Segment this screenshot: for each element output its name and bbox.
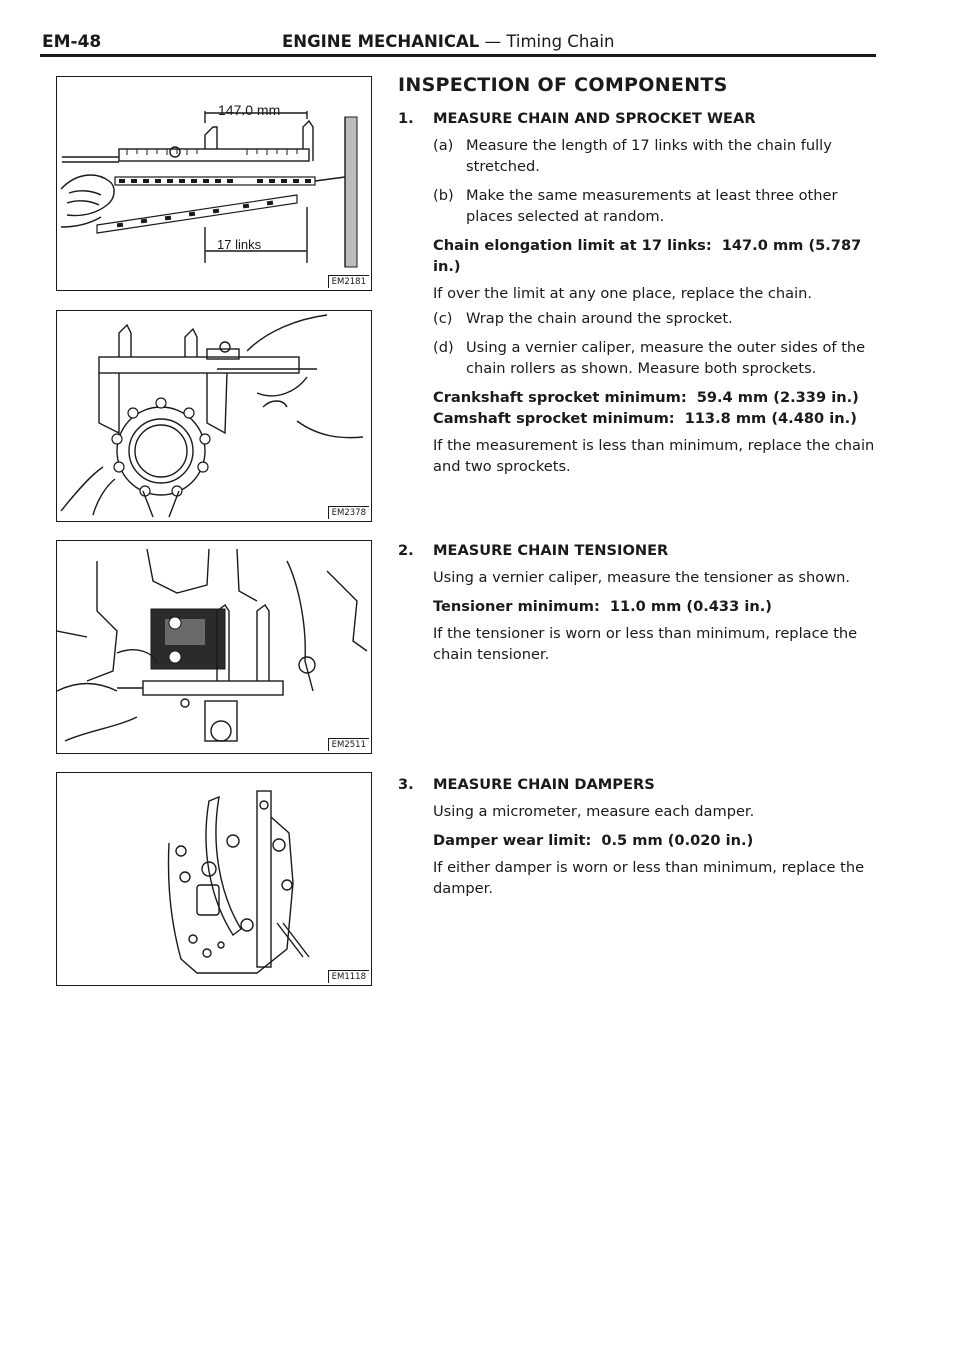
figure-chain-length — [56, 76, 372, 291]
substep-c — [433, 308, 878, 329]
subsection-name: Timing Chain — [506, 32, 615, 51]
substep-label: (c) — [433, 310, 453, 327]
figure-code: EM2511 — [328, 738, 369, 751]
note-replace-chain-sprockets: If the measurement is less than minimum, replace the chain and two sprockets. — [433, 437, 875, 475]
step-2-instruction: Using a vernier caliper, measure the tensioner as shown. — [433, 569, 851, 586]
spec-damper-wear — [433, 830, 878, 851]
step-2-block — [398, 540, 878, 665]
spec-chain-elongation — [433, 235, 878, 277]
callout-links: 17 links — [217, 237, 262, 252]
step-3-instruction: Using a micrometer, measure each damper. — [433, 803, 755, 820]
spec-label: Tensioner minimum: — [433, 598, 600, 615]
spec-camshaft-sprocket — [433, 408, 878, 429]
figure-code: EM2181 — [328, 275, 369, 288]
spec-label: Crankshaft sprocket minimum: — [433, 389, 687, 406]
step-heading-text: MEASURE CHAIN DAMPERS — [433, 776, 655, 793]
figure-tensioner-measure — [56, 540, 372, 754]
step-number: 1. — [398, 110, 414, 127]
step-1-block — [398, 108, 878, 304]
substep-d — [433, 337, 878, 379]
header-dash: — — [484, 32, 502, 51]
page-header-title — [282, 32, 614, 51]
section-name: ENGINE MECHANICAL — [282, 32, 480, 51]
substep-label: (b) — [433, 187, 454, 204]
step-1-heading — [398, 108, 878, 129]
note-replace-damper: If either damper is worn or less than minimum, replace the damper. — [433, 859, 865, 897]
step-heading-text: MEASURE CHAIN TENSIONER — [433, 542, 669, 559]
step-1-continued-block — [398, 308, 878, 477]
step-number: 3. — [398, 776, 414, 793]
substep-label: (a) — [433, 137, 454, 154]
spec-label: Damper wear limit: — [433, 832, 592, 849]
step-3-heading — [398, 774, 878, 795]
note-replace-chain: If over the limit at any one place, replace the chain. — [433, 285, 813, 302]
spec-value: 59.4 mm (2.339 in.) — [696, 389, 859, 406]
tensioner-caliper-illustration — [57, 541, 371, 753]
spec-value: 0.5 mm (0.020 in.) — [601, 832, 754, 849]
sprocket-caliper-illustration — [57, 311, 371, 521]
spec-crankshaft-sprocket — [433, 387, 878, 408]
spec-label: Camshaft sprocket minimum: — [433, 410, 675, 427]
substep-a — [433, 135, 878, 177]
spec-value: 11.0 mm (0.433 in.) — [609, 598, 772, 615]
substep-text: Using a vernier caliper, measure the outer sides of the chain rollers as shown. Measure both sprockets. — [466, 339, 866, 377]
figure-sprocket-measure — [56, 310, 372, 522]
callout-length: 147.0 mm — [218, 102, 281, 118]
note-replace-tensioner: If the tensioner is worn or less than minimum, replace the chain tensioner. — [433, 625, 858, 663]
figure-code: EM1118 — [328, 970, 369, 983]
substep-text: Wrap the chain around the sprocket. — [466, 310, 733, 327]
spec-value: 147.0 mm (5.787 in.) — [433, 237, 862, 275]
spec-label: Chain elongation limit at 17 links: — [433, 237, 712, 254]
step-heading-text: MEASURE CHAIN AND SPROCKET WEAR — [433, 110, 756, 127]
substep-text: Measure the length of 17 links with the chain fully stretched. — [466, 137, 832, 175]
damper-illustration — [57, 773, 371, 985]
substep-text: Make the same measurements at least three other places selected at random. — [466, 187, 838, 225]
substep-b — [433, 185, 878, 227]
step-3-block — [398, 774, 878, 899]
section-title: INSPECTION OF COMPONENTS — [398, 74, 728, 96]
substep-label: (d) — [433, 339, 454, 356]
header-rule — [40, 54, 876, 57]
figure-code: EM2378 — [328, 506, 369, 519]
step-number: 2. — [398, 542, 414, 559]
spec-tensioner — [433, 596, 878, 617]
page-code: EM-48 — [42, 32, 102, 52]
spec-value: 113.8 mm (4.480 in.) — [684, 410, 857, 427]
chain-caliper-illustration — [57, 77, 371, 290]
step-2-heading — [398, 540, 878, 561]
figure-chain-dampers — [56, 772, 372, 986]
